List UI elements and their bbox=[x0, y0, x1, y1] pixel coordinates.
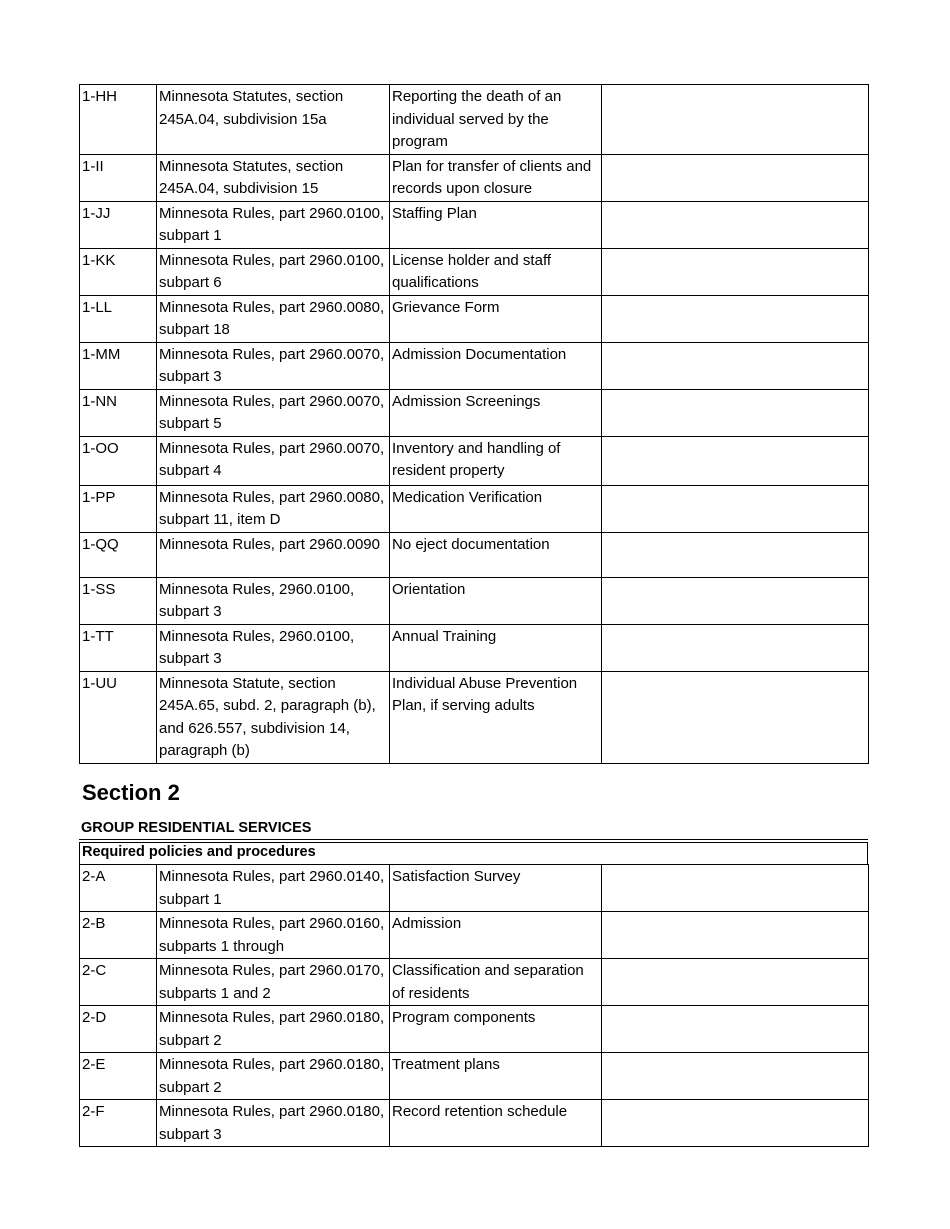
item-id-cell: 1-KK bbox=[80, 248, 157, 295]
item-id-cell: 1-MM bbox=[80, 342, 157, 389]
citation-cell: Minnesota Rules, part 2960.0170, subparts 1 and 2 bbox=[157, 959, 390, 1006]
citation-cell: Minnesota Rules, part 2960.0160, subparts 1 through bbox=[157, 912, 390, 959]
item-id-cell: 2-F bbox=[80, 1100, 157, 1147]
notes-cell bbox=[602, 485, 869, 532]
item-id-cell: 1-LL bbox=[80, 295, 157, 342]
section-2-subheading: GROUP RESIDENTIAL SERVICES bbox=[81, 820, 312, 836]
citation-cell: Minnesota Rules, part 2960.0080, subpart 11, item D bbox=[157, 485, 390, 532]
citation-cell: Minnesota Rules, 2960.0100, subpart 3 bbox=[157, 577, 390, 624]
item-id-cell: 1-II bbox=[80, 154, 157, 201]
citation-cell: Minnesota Statute, section 245A.65, subd. 2, paragraph (b), and 626.557, subdivision 14, paragraph (b) bbox=[157, 671, 390, 763]
notes-cell bbox=[602, 389, 869, 436]
section-2-heading: Section 2 bbox=[82, 780, 180, 805]
notes-cell bbox=[602, 912, 869, 959]
item-id-cell: 1-OO bbox=[80, 436, 157, 485]
notes-cell bbox=[602, 154, 869, 201]
description-cell: Reporting the death of an individual served by the program bbox=[390, 85, 602, 155]
item-id-cell: 2-C bbox=[80, 959, 157, 1006]
notes-cell bbox=[602, 436, 869, 485]
notes-cell bbox=[602, 1053, 869, 1100]
notes-cell bbox=[602, 342, 869, 389]
description-cell: Admission Documentation bbox=[390, 342, 602, 389]
item-id-cell: 1-JJ bbox=[80, 201, 157, 248]
table-row bbox=[80, 577, 869, 624]
description-cell: Classification and separation of residents bbox=[390, 959, 602, 1006]
item-id-cell: 1-QQ bbox=[80, 532, 157, 577]
requirements-table-section-1 bbox=[79, 84, 869, 764]
description-cell: Treatment plans bbox=[390, 1053, 602, 1100]
description-cell: Individual Abuse Prevention Plan, if serving adults bbox=[390, 671, 602, 763]
table-caption: Required policies and procedures bbox=[79, 843, 868, 864]
citation-cell: Minnesota Statutes, section 245A.04, subdivision 15 bbox=[157, 154, 390, 201]
description-cell: Inventory and handling of resident property bbox=[390, 436, 602, 485]
citation-cell: Minnesota Rules, part 2960.0070, subpart 5 bbox=[157, 389, 390, 436]
item-id-cell: 1-NN bbox=[80, 389, 157, 436]
citation-cell: Minnesota Rules, part 2960.0180, subpart 2 bbox=[157, 1053, 390, 1100]
description-cell: Grievance Form bbox=[390, 295, 602, 342]
table-row bbox=[80, 865, 869, 912]
description-cell: Program components bbox=[390, 1006, 602, 1053]
notes-cell bbox=[602, 85, 869, 155]
table-row bbox=[80, 671, 869, 763]
notes-cell bbox=[602, 1100, 869, 1147]
table-row bbox=[80, 436, 869, 485]
citation-cell: Minnesota Statutes, section 245A.04, subdivision 15a bbox=[157, 85, 390, 155]
citation-cell: Minnesota Rules, 2960.0100, subpart 3 bbox=[157, 624, 390, 671]
description-cell: Satisfaction Survey bbox=[390, 865, 602, 912]
item-id-cell: 1-HH bbox=[80, 85, 157, 155]
citation-cell: Minnesota Rules, part 2960.0070, subpart 3 bbox=[157, 342, 390, 389]
notes-cell bbox=[602, 1006, 869, 1053]
table-row bbox=[80, 295, 869, 342]
citation-cell: Minnesota Rules, part 2960.0090 bbox=[157, 532, 390, 577]
description-cell: Admission Screenings bbox=[390, 389, 602, 436]
citation-cell: Minnesota Rules, part 2960.0100, subpart 1 bbox=[157, 201, 390, 248]
notes-cell bbox=[602, 201, 869, 248]
item-id-cell: 1-PP bbox=[80, 485, 157, 532]
description-cell: Medication Verification bbox=[390, 485, 602, 532]
citation-cell: Minnesota Rules, part 2960.0080, subpart 18 bbox=[157, 295, 390, 342]
table-row bbox=[80, 532, 869, 577]
citation-cell: Minnesota Rules, part 2960.0140, subpart 1 bbox=[157, 865, 390, 912]
notes-cell bbox=[602, 577, 869, 624]
description-cell: Admission bbox=[390, 912, 602, 959]
citation-cell: Minnesota Rules, part 2960.0100, subpart 6 bbox=[157, 248, 390, 295]
notes-cell bbox=[602, 295, 869, 342]
notes-cell bbox=[602, 248, 869, 295]
notes-cell bbox=[602, 671, 869, 763]
notes-cell bbox=[602, 532, 869, 577]
description-cell: Plan for transfer of clients and records upon closure bbox=[390, 154, 602, 201]
item-id-cell: 1-SS bbox=[80, 577, 157, 624]
requirements-table-section-2 bbox=[79, 864, 869, 1147]
table-row bbox=[80, 248, 869, 295]
table-row bbox=[80, 485, 869, 532]
description-cell: Record retention schedule bbox=[390, 1100, 602, 1147]
citation-cell: Minnesota Rules, part 2960.0180, subpart 3 bbox=[157, 1100, 390, 1147]
table-row bbox=[80, 1100, 869, 1147]
description-cell: Orientation bbox=[390, 577, 602, 624]
table-row bbox=[80, 85, 869, 155]
item-id-cell: 1-UU bbox=[80, 671, 157, 763]
citation-cell: Minnesota Rules, part 2960.0180, subpart 2 bbox=[157, 1006, 390, 1053]
description-cell: License holder and staff qualifications bbox=[390, 248, 602, 295]
item-id-cell: 1-TT bbox=[80, 624, 157, 671]
item-id-cell: 2-B bbox=[80, 912, 157, 959]
table-row bbox=[80, 154, 869, 201]
item-id-cell: 2-D bbox=[80, 1006, 157, 1053]
table-row bbox=[80, 959, 869, 1006]
notes-cell bbox=[602, 865, 869, 912]
table-row bbox=[80, 912, 869, 959]
table-row bbox=[80, 201, 869, 248]
notes-cell bbox=[602, 959, 869, 1006]
item-id-cell: 2-E bbox=[80, 1053, 157, 1100]
description-cell: No eject documentation bbox=[390, 532, 602, 577]
notes-cell bbox=[602, 624, 869, 671]
item-id-cell: 2-A bbox=[80, 865, 157, 912]
table-row bbox=[80, 389, 869, 436]
table-row bbox=[80, 1006, 869, 1053]
table-row bbox=[80, 1053, 869, 1100]
description-cell: Staffing Plan bbox=[390, 201, 602, 248]
description-cell: Annual Training bbox=[390, 624, 602, 671]
table-row bbox=[80, 624, 869, 671]
table-row bbox=[80, 342, 869, 389]
citation-cell: Minnesota Rules, part 2960.0070, subpart 4 bbox=[157, 436, 390, 485]
